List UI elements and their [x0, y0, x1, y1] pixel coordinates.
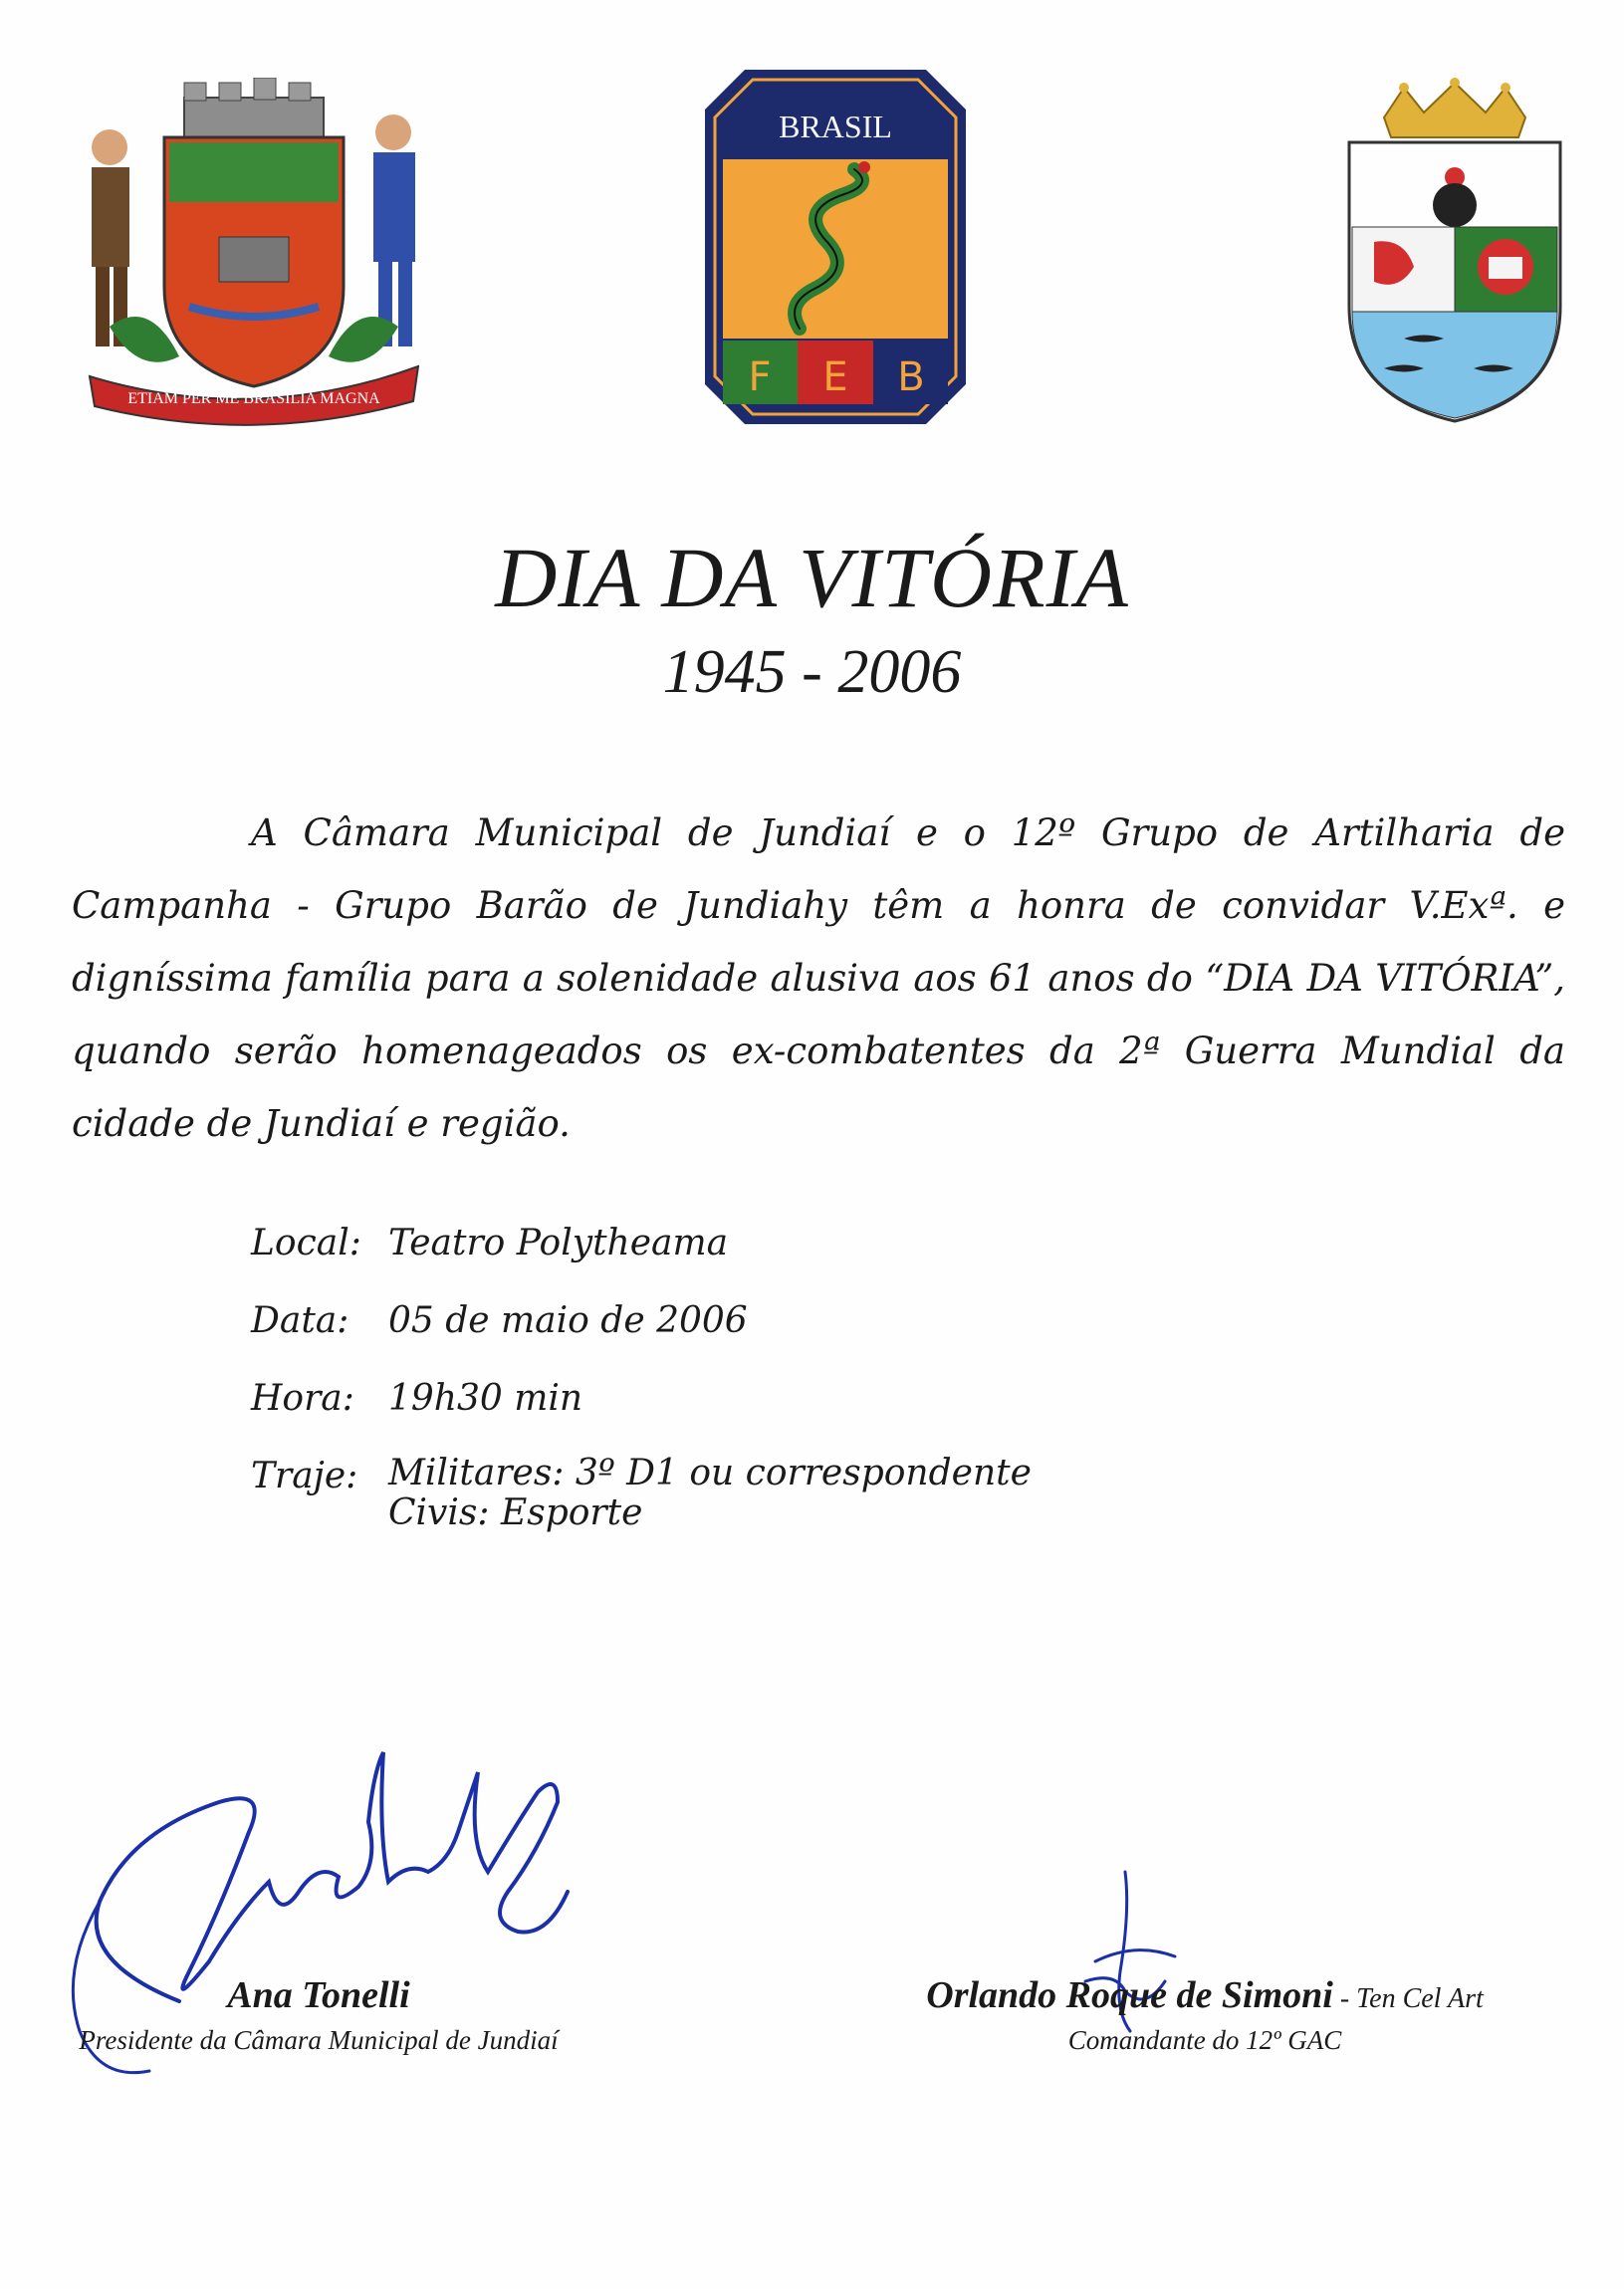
signer-left-role: Presidente da Câmara Municipal de Jundiaí: [79, 2025, 559, 2055]
traje-civil: Civis: Esporte: [388, 1492, 643, 1533]
detail-data: [251, 1300, 1032, 1378]
detail-hora: [251, 1378, 1032, 1456]
local-value: Teatro Polytheama: [388, 1223, 729, 1263]
page-title: DIA DA VITÓRIA: [495, 530, 1129, 625]
invitation-text: A Câmara Municipal de Jundiaí e o 12º Grupo de Artilharia de Campanha - Grupo Barão de Jundiahy têm a honra de convidar V.Exª. e digníssima família para a solenidade alusiva aos 61 anos do “DIA DA VITÓRIA”, quando serão homenageados os ex-combatentes da 2ª Guerra Mundial da cidade de Jundiaí e região.: [72, 811, 1565, 1145]
data-value: 05 de maio de 2006: [388, 1300, 748, 1341]
traje-values: [388, 1453, 1032, 1533]
hora-value: 19h30 min: [388, 1378, 583, 1419]
feb-emblem-icon: [705, 70, 966, 424]
signature-block-left: [60, 1973, 578, 2056]
traje-military: Militares: 3º D1 ou correspondente: [388, 1453, 1032, 1493]
detail-traje: [251, 1453, 1032, 1533]
traje-label: Traje:: [251, 1456, 358, 1496]
local-label: Local:: [251, 1223, 361, 1263]
gac-coat-of-arms-icon: [1344, 78, 1565, 426]
invitation-paragraph: [72, 797, 1565, 1160]
motto-text: ETIAM PER ME BRASILIA MAGNA: [127, 390, 380, 407]
signer-left-name: Ana Tonelli: [227, 1974, 410, 2016]
feb-letter-f: F: [748, 354, 772, 400]
hora-label: Hora:: [251, 1378, 354, 1419]
feb-brasil-text: BRASIL: [779, 109, 892, 144]
jundiai-coat-of-arms-icon: [70, 78, 438, 426]
event-details: [251, 1223, 1032, 1533]
signer-right-role: Comandante do 12º GAC: [1067, 2025, 1342, 2055]
data-label: Data:: [251, 1300, 349, 1341]
signer-right-rank: - Ten Cel Art: [1332, 1983, 1484, 2014]
signer-right-name-line: [856, 1973, 1553, 2017]
signature-block-right: [856, 1973, 1553, 2056]
feb-letter-e: E: [822, 354, 848, 400]
page-years: 1945 - 2006: [662, 638, 962, 706]
feb-letter-b: B: [897, 354, 925, 400]
signer-right-name: Orlando Roque de Simoni: [926, 1974, 1333, 2016]
detail-local: [251, 1223, 1032, 1300]
